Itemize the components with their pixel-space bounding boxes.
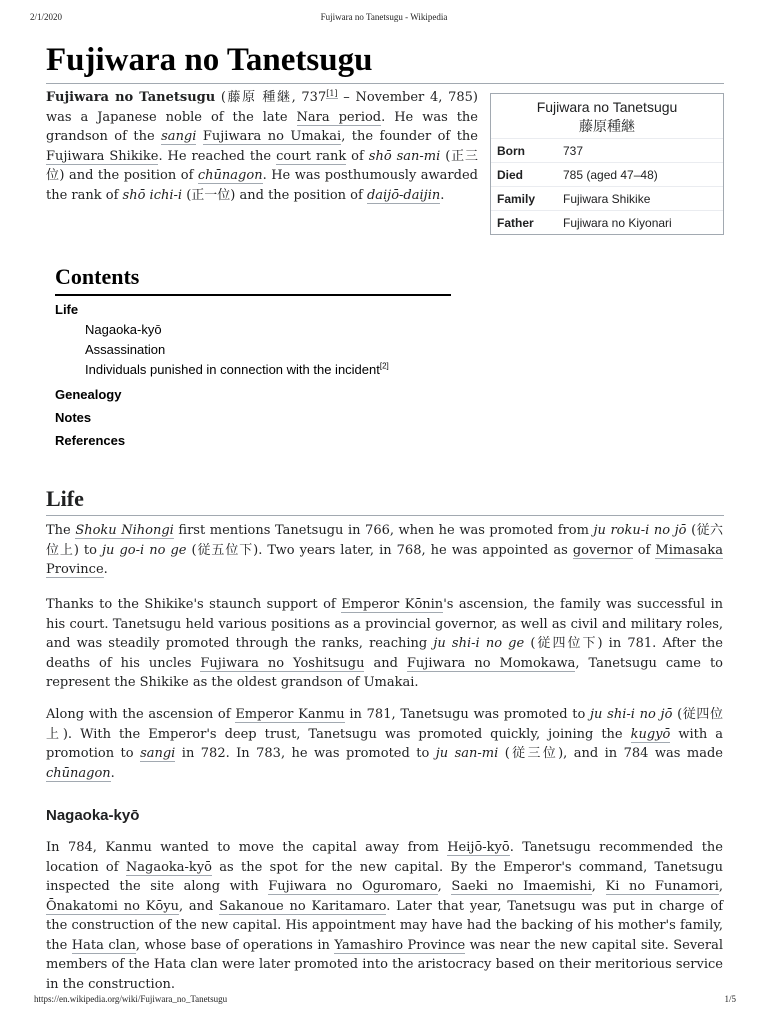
kugyo-link[interactable]: kugyō <box>630 726 671 742</box>
heijo-kyo-link[interactable]: Heijō-kyō <box>447 840 510 855</box>
infobox-label: Family <box>497 191 536 206</box>
sangi-link[interactable]: sangi <box>140 746 176 761</box>
infobox-value: 785 (aged 47–48) <box>563 167 658 182</box>
text: , and <box>179 898 220 914</box>
text: Thanks to the Shikike's staunch support of <box>46 597 342 612</box>
text: 's ascension, the family was successful in his court. Tanetsugu held various positions as a provincial governor, as well as civil and military roles, and was steadily promoted through the ranks, reaching <box>46 597 724 651</box>
governor-link[interactable]: governor <box>572 542 633 558</box>
text: (従四位上). With the Emperor's deep trust, Tanetsugu was promoted quickly, joining the <box>46 707 723 742</box>
yamashiro-province-link[interactable]: Yamashiro Province <box>334 937 466 953</box>
rank-term: shō san-mi <box>368 148 441 164</box>
text: . <box>110 765 115 781</box>
text: (従三位), and in 784 was made <box>498 746 723 761</box>
page-title: Fujiwara no Tanetsugu <box>46 40 724 84</box>
infobox-label: Father <box>497 215 534 230</box>
text: (従五位下). Two years later, in 768, he was appointed as <box>186 542 573 558</box>
infobox-row-died <box>491 162 723 186</box>
infobox-row-born <box>491 138 723 162</box>
nagaoka-kyo-link[interactable]: Nagaoka-kyō <box>125 859 212 875</box>
text: in 782. In 783, he was promoted to <box>175 746 436 761</box>
text: In 784, Kanmu wanted to move the capital away from <box>46 840 448 855</box>
text: (従六位上) to <box>46 523 723 558</box>
print-header <box>0 12 768 26</box>
print-page-number: 1/5 <box>724 994 736 1004</box>
infobox-label: Born <box>497 143 525 158</box>
yoshitsugu-link[interactable]: Fujiwara no Yoshitsugu <box>200 655 365 671</box>
text: , whose base of operations in <box>135 937 335 953</box>
text: , the founder of the <box>341 129 478 144</box>
toc-item-individuals-punished[interactable] <box>55 360 451 380</box>
text: and <box>364 655 407 671</box>
text: . <box>103 562 108 577</box>
rank-term: ju roku-i no jō <box>593 523 687 538</box>
text: (正一位) and the position of <box>182 187 367 203</box>
text <box>196 129 202 144</box>
text: . He was posthumously awarded the rank of <box>46 168 478 203</box>
court-rank-link[interactable]: court rank <box>276 148 347 164</box>
infobox-value[interactable]: Fujiwara Shikike <box>563 191 651 206</box>
emperor-kanmu-link[interactable]: Emperor Kanmu <box>235 707 345 722</box>
rank-term: ju shi-i no ge <box>433 636 525 651</box>
rank-term: ju shi-i no jō <box>590 707 673 722</box>
toc-item-notes[interactable]: Notes <box>55 410 92 425</box>
ref-link[interactable]: [1] <box>326 88 338 98</box>
text: , Tanetsugu came to represent the Shikike as the oldest grandson of Umakai. <box>46 655 723 690</box>
section-heading-life: Life <box>46 485 724 516</box>
hata-clan-link[interactable]: Hata clan <box>71 937 136 953</box>
table-of-contents <box>55 262 451 452</box>
toc-item-assassination[interactable]: Assassination <box>85 342 166 357</box>
print-date: 2/1/2020 <box>30 12 63 22</box>
toc-item-genealogy[interactable]: Genealogy <box>55 387 122 402</box>
text: . He reached the <box>158 148 277 164</box>
text: , <box>718 879 724 894</box>
life-paragraph-3 <box>46 705 723 783</box>
text: . Later that year, Tanetsugu was put in charge of the construction of the new capital. His appointment may have had the backing of his mother's family, the <box>46 898 724 953</box>
oguromaro-link[interactable]: Fujiwara no Oguromaro <box>268 879 438 894</box>
mimasaka-province-link[interactable]: Mimasaka Province <box>46 542 724 577</box>
shoku-nihongi-link[interactable]: Shoku Nihongi <box>75 523 174 538</box>
text: , <box>591 879 606 894</box>
sangi-link[interactable]: sangi <box>161 129 197 144</box>
toc-item-ref: [2] <box>379 361 389 371</box>
infobox-value[interactable]: Fujiwara no Kiyonari <box>563 215 672 230</box>
text: The <box>46 523 76 538</box>
text: first mentions Tanetsugu in 766, when he was promoted from <box>173 523 594 538</box>
infobox-value: 737 <box>563 143 584 158</box>
life-paragraph-2 <box>46 595 723 693</box>
sakanoue-link[interactable]: Sakanoue no Karitamaro <box>219 898 387 914</box>
text: as the spot for the new capital. By the Emperor's command, Tanetsugu inspected the site along with <box>46 859 724 894</box>
print-footer <box>0 994 768 1008</box>
text: . Tanetsugu recommended the location of <box>46 840 723 875</box>
print-url: https://en.wikipedia.org/wiki/Fujiwara_no_Tanetsugu <box>34 994 228 1004</box>
rank-term: shō ichi-i <box>122 187 183 203</box>
text: of <box>632 542 656 558</box>
saeki-link[interactable]: Saeki no Imaemishi <box>451 879 592 894</box>
text: (正三位) and the position of <box>46 148 479 183</box>
shikike-link[interactable]: Fujiwara Shikike <box>46 148 159 164</box>
text: with a promotion to <box>46 726 723 761</box>
rank-term: ju go-i no ge <box>102 542 187 558</box>
text: – November 4, 785) was a Japanese noble of the late <box>46 90 478 125</box>
infobox-label: Died <box>497 167 524 182</box>
toc-item-life[interactable]: Life <box>55 302 79 317</box>
infobox-row-family <box>491 186 723 210</box>
text: . <box>440 187 445 203</box>
infobox-title <box>491 94 723 138</box>
infobox-name: Fujiwara no Tanetsugu <box>536 99 678 115</box>
umakai-link[interactable]: Fujiwara no Umakai <box>202 129 342 144</box>
rank-term: ju san-mi <box>435 746 499 761</box>
toc-item-references[interactable]: References <box>55 433 126 448</box>
nara-period-link[interactable]: Nara period <box>296 109 382 125</box>
text: (藤原 種継, 737 <box>215 90 327 105</box>
toc-item-nagaoka-kyo[interactable]: Nagaoka-kyō <box>85 322 162 337</box>
life-paragraph-1 <box>46 521 723 580</box>
toc-title: Contents <box>55 262 451 296</box>
emperor-konin-link[interactable]: Emperor Kōnin <box>341 597 444 612</box>
infobox <box>490 93 724 235</box>
text: , <box>437 879 452 894</box>
daijo-daijin-link[interactable]: daijō-daijin <box>366 187 441 203</box>
text: Along with the ascension of <box>46 707 236 722</box>
text: in 781, Tanetsugu was promoted to <box>344 707 591 722</box>
momokawa-link[interactable]: Fujiwara no Momokawa <box>406 655 576 671</box>
article-subject: Fujiwara no Tanetsugu <box>46 90 216 105</box>
text: of <box>346 148 369 164</box>
nagaoka-paragraph-1 <box>46 838 723 994</box>
funamori-link[interactable]: Ki no Funamori <box>605 879 719 894</box>
toc-item-label: Individuals punished in connection with the incident <box>85 362 380 377</box>
text: . He was the grandson of the <box>46 109 478 144</box>
print-title: Fujiwara no Tanetsugu - Wikipedia <box>320 12 448 22</box>
onakatomi-link[interactable]: Ōnakatomi no Kōyu <box>46 898 179 914</box>
lead-paragraph <box>46 88 478 205</box>
text: (従四位下) in 781. After the deaths of his uncles <box>46 636 723 671</box>
chunagon-link[interactable]: chūnagon <box>197 168 263 183</box>
infobox-row-father <box>491 210 723 234</box>
section-heading-nagaoka-kyo: Nagaoka-kyō <box>46 807 140 824</box>
chunagon-link[interactable]: chūnagon <box>46 765 111 781</box>
text: was near the new capital site. Several members of the Hata clan were later promoted into the aristocracy based on their meritorious service in the construction. <box>46 937 723 992</box>
infobox-native-name: 藤原種継 <box>579 118 635 134</box>
